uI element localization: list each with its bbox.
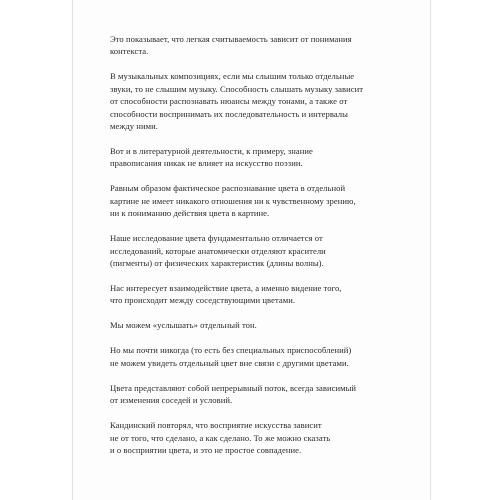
text-line: (пигменты) от физических характеристик (длины волны). — [110, 258, 324, 269]
paragraph — [110, 33, 410, 58]
text-line: и о восприятии цвета, и это не простое совпадение. — [110, 445, 302, 456]
text-line: не можем увидеть отдельный цвет вне связи с другими цветами. — [110, 357, 349, 368]
text-line: не от того, что сделано, а как сделано. То же можно сказать — [110, 432, 331, 443]
text-line: между ними. — [110, 121, 158, 132]
paragraph — [110, 319, 410, 331]
text-line: исследований, которые анатомически отделяют красители — [110, 245, 326, 256]
text-line: контекста. — [110, 46, 149, 57]
text-line: Цвета представляют собой непрерывный поток, всегда зависимый — [110, 382, 357, 393]
text-line: Кандинский повторял, что восприятие искусства зависит — [110, 420, 322, 431]
paragraph — [110, 382, 410, 407]
text-line: картине не имеет никакого отношения ни к чувственному зрению, — [110, 195, 356, 206]
text-line: Мы можем «услышать» отдельный тон. — [110, 320, 257, 331]
paragraph — [110, 344, 410, 369]
text-line: Но мы почти никогда (то есть без специальных приспособлений) — [110, 345, 352, 356]
paragraph — [110, 145, 410, 170]
text-line: способности воспринимать их последовательность и интервалы — [110, 108, 348, 119]
paragraph — [110, 70, 410, 132]
text-line: от способности распознавать нюансы между тонами, а также от — [110, 96, 348, 107]
text-line: Равным образом фактическое распознавание цвета в отдельной — [110, 183, 346, 194]
text-line: от изменения соседей и условий. — [110, 395, 233, 406]
paragraph — [110, 282, 410, 307]
text-line: Нас интересует взаимодействие цвета, а именно видение того, — [110, 283, 342, 294]
text-line: звуки, то не слышим музыку. Способность слышать музыку зависит — [110, 83, 364, 94]
text-line: В музыкальных композициях, если мы слышим только отдельные — [110, 71, 355, 82]
text-line: правописания никак не влияет на искусство поэзии. — [110, 158, 303, 169]
text-line: ни к пониманию действия цвета в картине. — [110, 208, 270, 219]
page-text — [110, 33, 410, 469]
text-line: Наше исследование цвета фундаментально отличается от — [110, 233, 323, 244]
paragraph — [110, 419, 410, 456]
paragraph — [110, 182, 410, 219]
paragraph — [110, 232, 410, 269]
text-line: Это показывает, что легкая считываемость зависит от понимания — [110, 34, 352, 44]
text-line: Вот и в литературной деятельности, к примеру, знание — [110, 146, 313, 157]
text-line: что происходит между соседствующими цветами. — [110, 295, 296, 306]
